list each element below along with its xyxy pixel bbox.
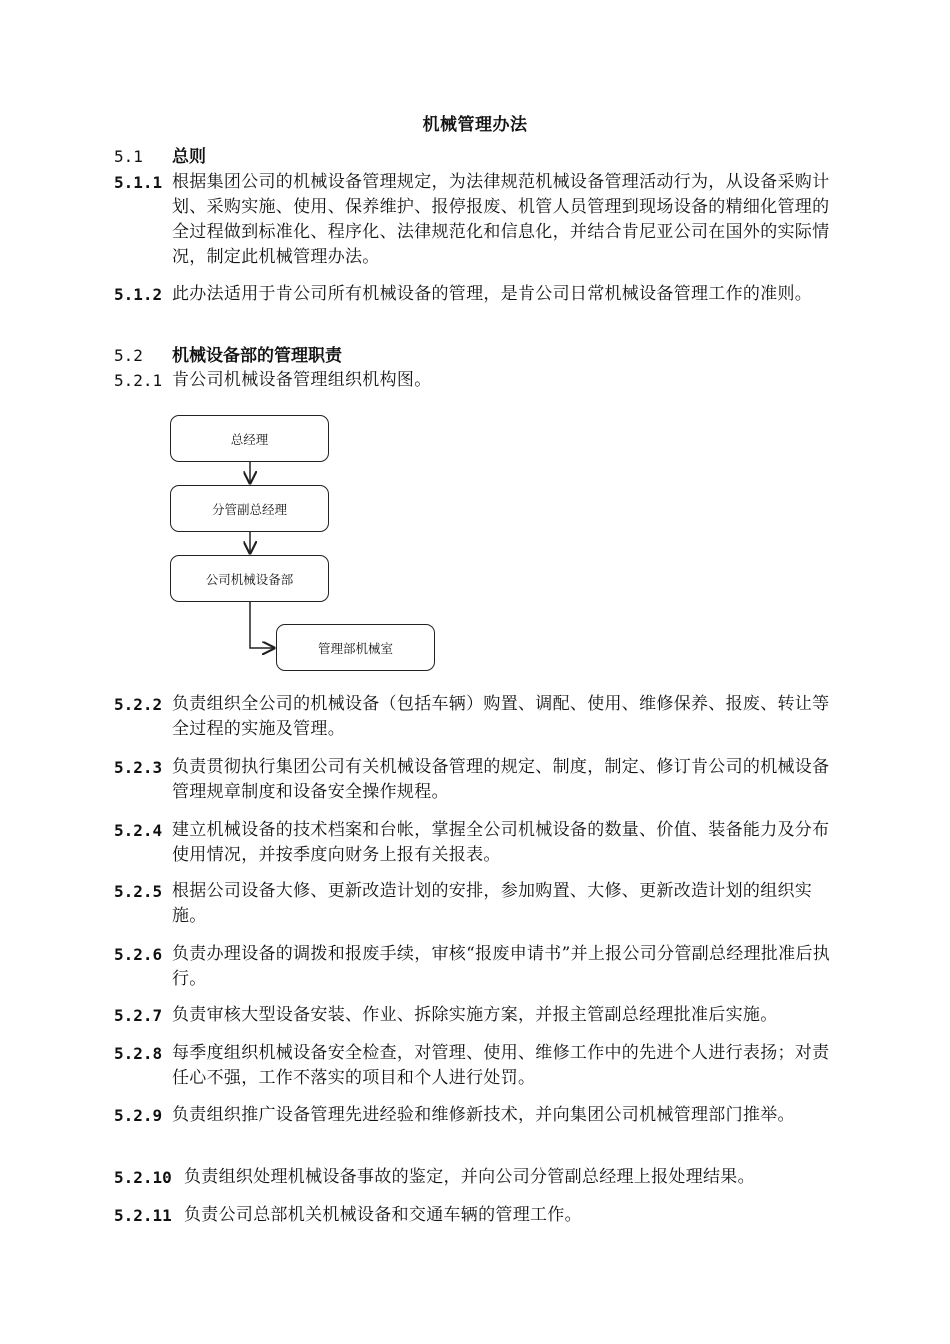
clause-text: 肯公司机械设备管理组织机构图。 [172, 370, 432, 390]
clause-5-2-2 [114, 692, 839, 742]
clause-number: 5.2.3 [114, 758, 163, 777]
clause-number: 5.2.8 [114, 1044, 163, 1063]
clause-text: 建立机械设备的技术档案和台帐，掌握全公司机械设备的数量、价值、装备能力及分布使用情况，并按季度向财务上报有关报表。 [172, 820, 830, 865]
clause-number: 5.2.4 [114, 821, 163, 840]
clause-5-2-9 [114, 1103, 839, 1128]
clause-number: 5.2.11 [114, 1206, 172, 1225]
org-node-machinery-office: 管理部机械室 [276, 624, 435, 671]
clause-5-2-11 [114, 1203, 839, 1228]
org-node-general-manager: 总经理 [170, 415, 329, 462]
section-title: 总则 [172, 147, 206, 167]
clause-5-2-4 [114, 818, 839, 868]
clause-number: 5.1.2 [114, 285, 163, 304]
clause-text: 每季度组织机械设备安全检查，对管理、使用、维修工作中的先进个人进行表扬；对责任心不强，工作不落实的项目和个人进行处罚。 [172, 1043, 830, 1088]
clause-number: 5.2.5 [114, 882, 163, 901]
clause-number: 5.2.2 [114, 695, 163, 714]
clause-text: 根据公司设备大修、更新改造计划的安排，参加购置、大修、更新改造计划的组织实施。 [172, 881, 813, 926]
clause-5-2-10 [114, 1165, 839, 1190]
clause-text: 负责组织推广设备管理先进经验和维修新技术，并向集团公司机械管理部门推举。 [172, 1105, 795, 1125]
clause-5-2-3 [114, 755, 839, 805]
clause-number: 5.2.6 [114, 945, 163, 964]
clause-number: 5.2.1 [114, 371, 163, 390]
clause-number: 5.2.10 [114, 1168, 172, 1187]
clause-text: 负责公司总部机关机械设备和交通车辆的管理工作。 [184, 1205, 582, 1225]
clause-text: 根据集团公司的机械设备管理规定，为法律规范机械设备管理活动行为，从设备采购计划、采购实施、使用、保养维护、报停报废、机管人员管理到现场设备的精细化管理的全过程做到标准化、程序化、法律规范化和信息化，并结合肯尼亚公司在国外的实际情况，制定此机械管理办法。 [172, 172, 830, 267]
clause-number: 5.1.1 [114, 173, 163, 192]
section-number: 5.1 [114, 147, 143, 166]
section-title: 机械设备部的管理职责 [172, 346, 342, 366]
clause-text: 负责组织全公司的机械设备（包括车辆）购置、调配、使用、维修保养、报废、转让等全过程的实施及管理。 [172, 694, 830, 739]
clause-5-2-6 [114, 942, 839, 992]
clause-5-2-7 [114, 1003, 839, 1028]
org-node-equipment-department: 公司机械设备部 [170, 555, 329, 602]
clause-text: 此办法适用于肯公司所有机械设备的管理，是肯公司日常机械设备管理工作的准则。 [172, 284, 813, 304]
clause-text: 负责组织处理机械设备事故的鉴定，并向公司分管副总经理上报处理结果。 [184, 1167, 755, 1187]
connector-arrow-3 [250, 601, 274, 648]
clause-text: 负责办理设备的调拨和报废手续，审核“报废申请书”并上报公司分管副总经理批准后执行。 [172, 944, 831, 989]
section-number: 5.2 [114, 346, 143, 365]
clause-text: 负责贯彻执行集团公司有关机械设备管理的规定、制度，制定、修订肯公司的机械设备管理规章制度和设备安全操作规程。 [172, 757, 830, 802]
clause-text: 负责审核大型设备安装、作业、拆除实施方案，并报主管副总经理批准后实施。 [172, 1005, 778, 1025]
clause-5-2-8 [114, 1041, 839, 1091]
clause-number: 5.2.7 [114, 1006, 163, 1025]
org-node-deputy-general-manager: 分管副总经理 [170, 485, 329, 532]
document-title: 机械管理办法 [422, 115, 528, 135]
clause-number: 5.2.9 [114, 1106, 163, 1125]
clause-5-2-5 [114, 879, 839, 929]
